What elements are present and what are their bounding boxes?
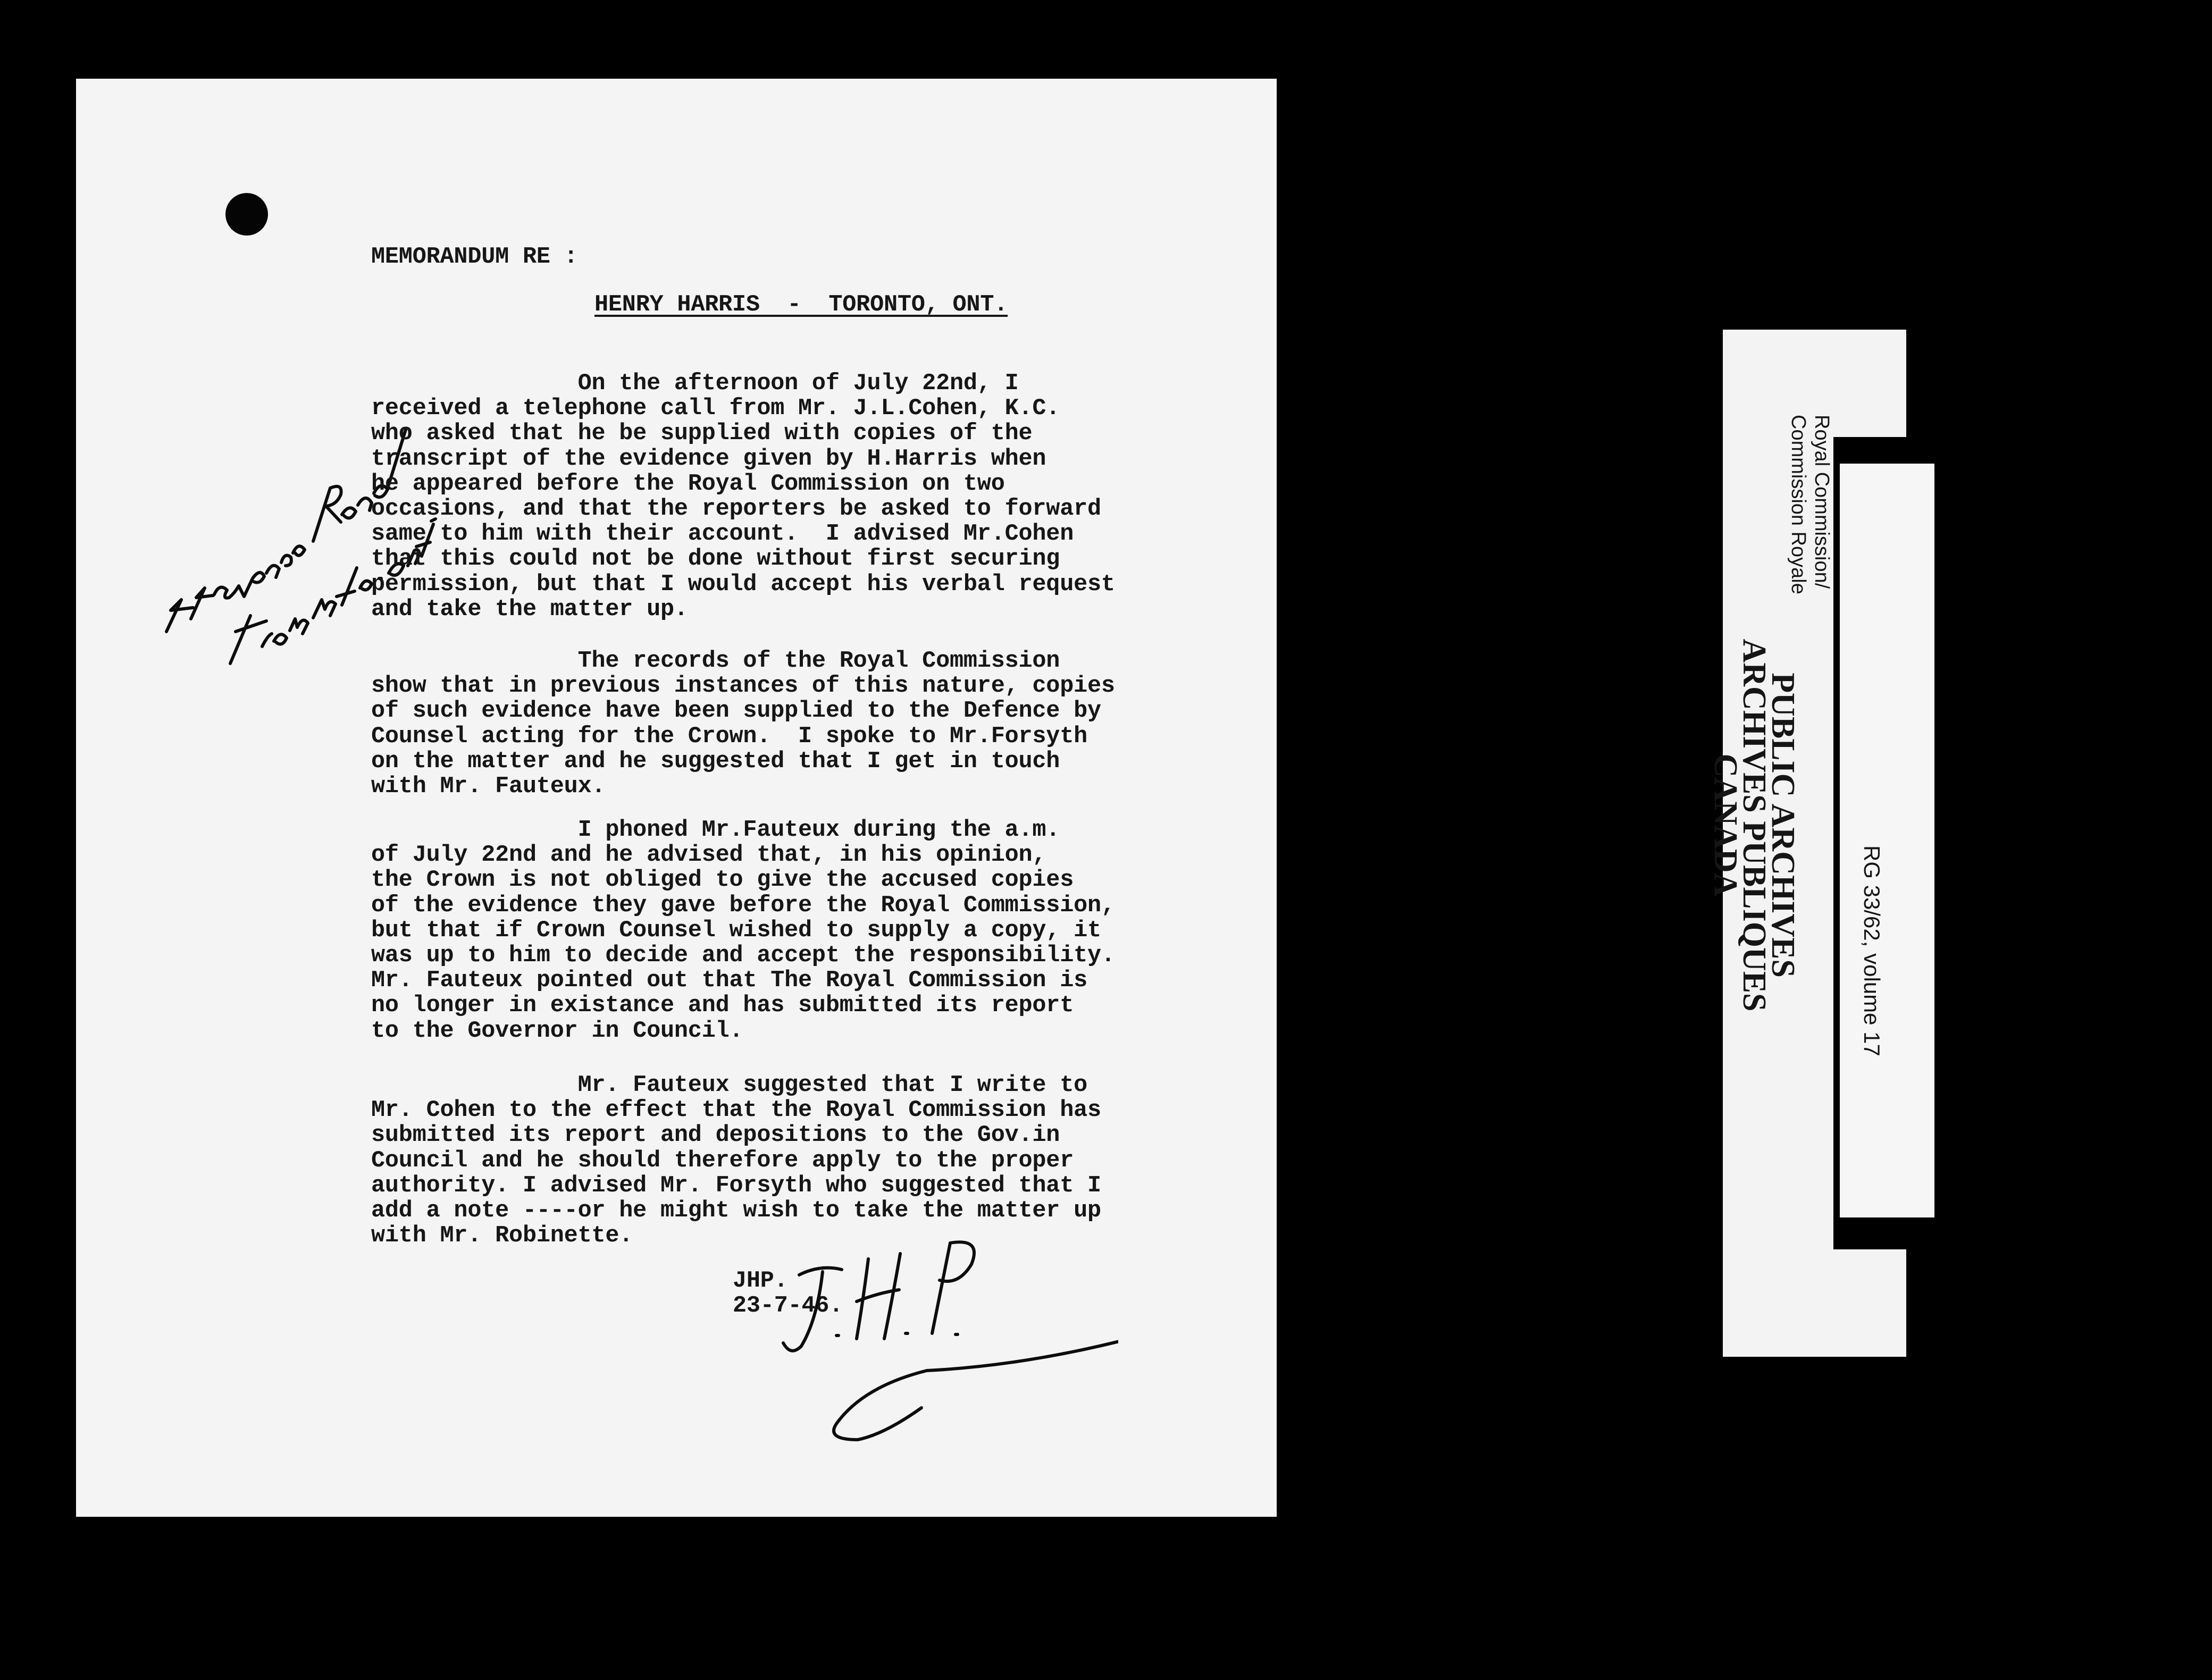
- memo-paragraph: I phoned Mr.Fauteux during the a.m. of July 22nd and he advised that, in his opinion, the Crown is not obliged to give the accused copies of the evidence they gave before the Royal Commission, but that if Crown Counsel wished to supply a copy, it was up to him to decide and accept the responsibility. Mr. Fauteux pointed out that The Royal Commission is no longer in existance and has submitted its report to the Governor in Council.: [371, 817, 1115, 1044]
- memo-sheet: [76, 79, 1277, 1517]
- public-archives-canada-label: [1670, 480, 1801, 1171]
- memo-paragraph: On the afternoon of July 22nd, I received a telephone call from Mr. J.L.Cohen, K.C. who asked that he be supplied with copies of the transcript of the evidence given by H.Harris when he appeared before the Royal Commission on two occasions, and that the reporters be asked to forward same to him with their account. I advised Mr.Cohen that this could not be done without first securing permission, but that I would accept his verbal request and take the matter up.: [371, 371, 1115, 623]
- handwritten-initials-signature: [767, 1222, 1118, 1461]
- memo-subject-title: HENRY HARRIS - TORONTO, ONT.: [594, 292, 1008, 318]
- archives-line-2: ARCHIVES PUBLIQUES: [1736, 639, 1772, 1012]
- archives-line-3: CANADA: [1707, 753, 1744, 897]
- memo-paragraph: Mr. Fauteux suggested that I write to Mr. Cohen to the effect that the Royal Commission has submitted its report and depositions to the Gov.in Council and he should therefore apply to the proper authority. I advised Mr. Forsyth who suggested that I add a note ----or he might wish to take the matter up with Mr. Robinette.: [371, 1072, 1101, 1249]
- archives-line-1: PUBLIC ARCHIVES: [1765, 673, 1801, 978]
- memo-paragraph: The records of the Royal Commission show that in previous instances of this nature, copies of such evidence have been supplied to the Defence by Counsel acting for the Crown. I spoke to Mr.Forsyth on the matter and he suggested that I get in touch with Mr. Fauteux.: [371, 648, 1115, 800]
- memo-heading: MEMORANDUM RE :: [371, 244, 578, 270]
- punch-hole: [225, 193, 268, 236]
- typed-signature-date: JHP. 23-7-46.: [733, 1268, 843, 1320]
- record-group-reference: RG 33/62, volume 17: [1859, 845, 1884, 1056]
- commission-label: Royal Commission/ Commission Royale: [1787, 415, 1833, 594]
